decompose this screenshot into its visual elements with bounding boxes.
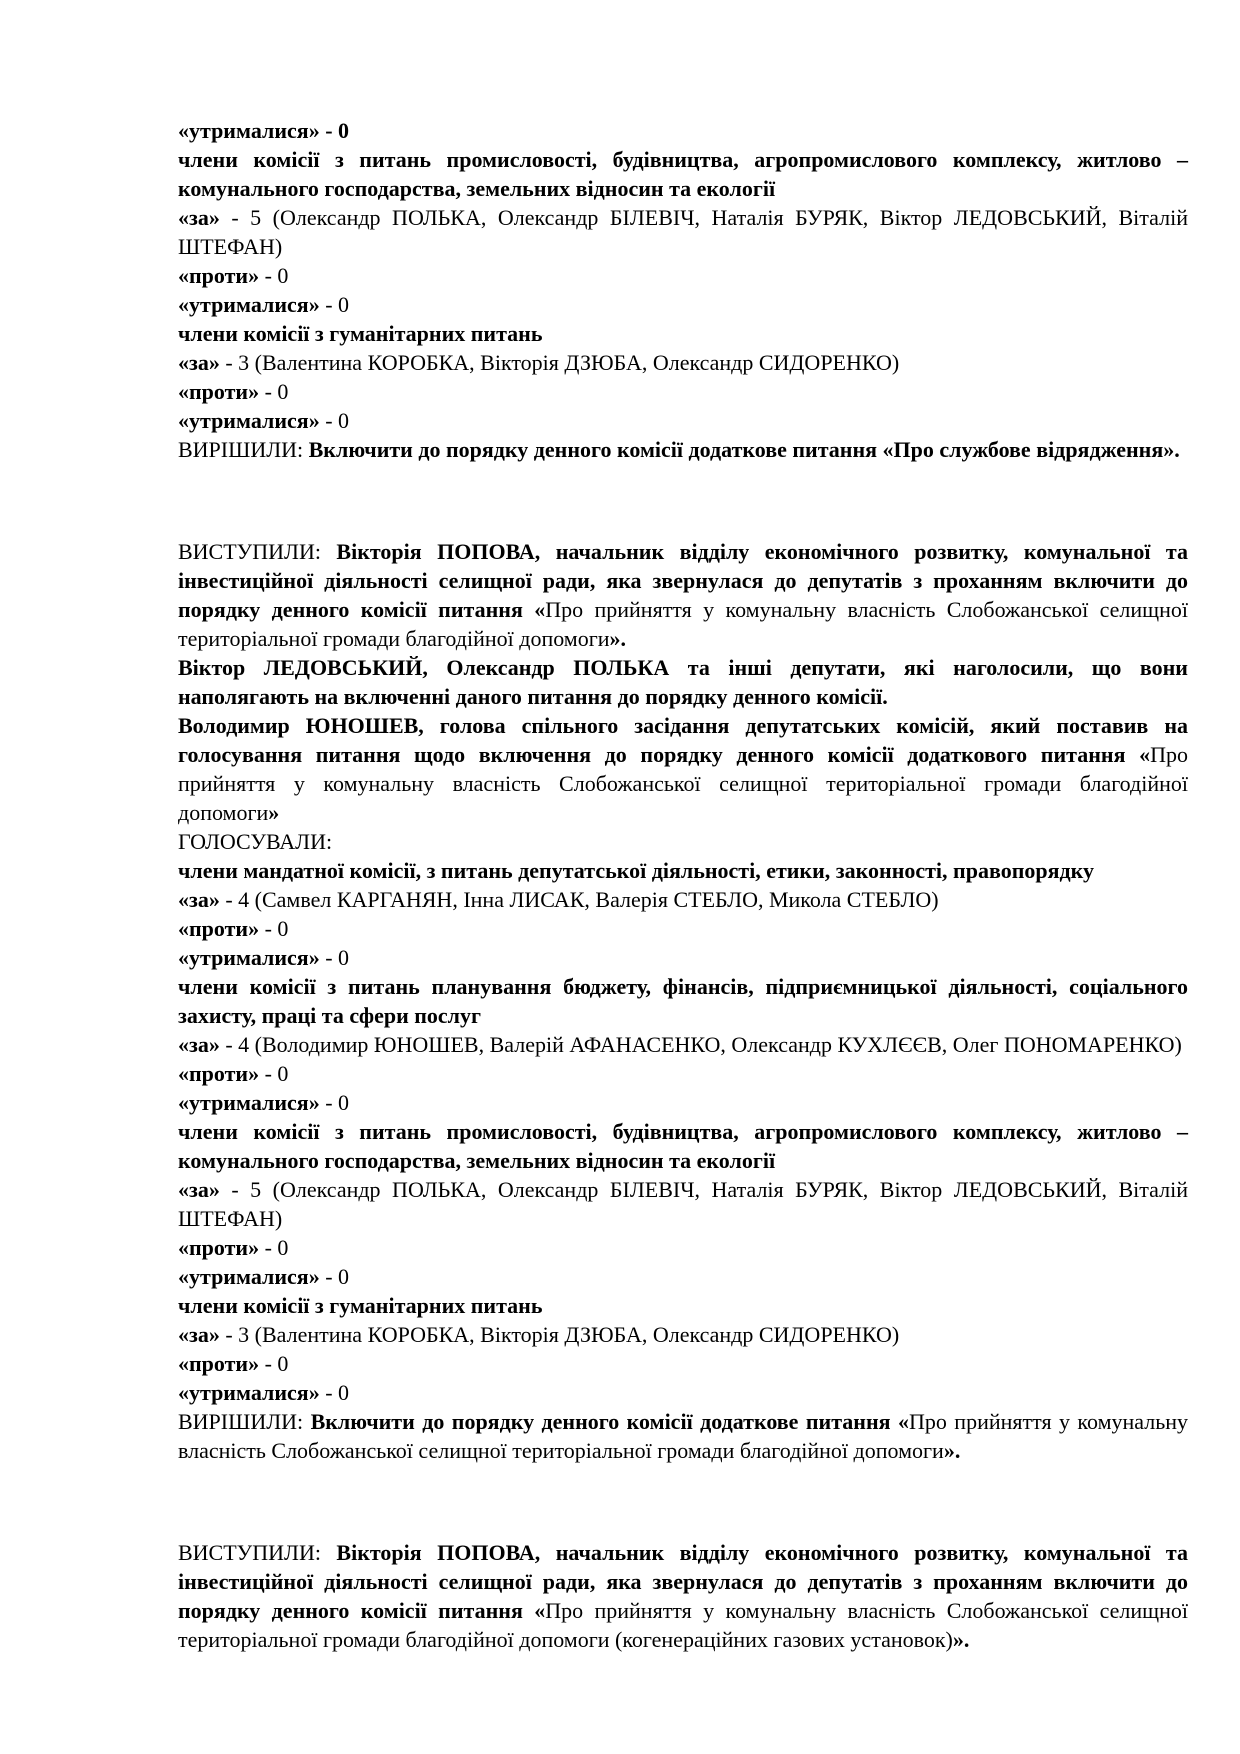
paragraph: члени комісії з питань промисловості, будівництва, агропромислового комплексу, житлово – комунального господарства, земельних відносин та екології [178,147,1188,201]
paragraph: ВИРІШИЛИ: Включити до порядку денного комісії додаткове питання «Про службове відрядження». [178,437,1180,462]
paragraph: «проти» - 0 [178,1061,289,1086]
paragraph: «проти» - 0 [178,1351,289,1376]
paragraph: ВИРІШИЛИ: Включити до порядку денного комісії додаткове питання «Про прийняття у комунальну власність Слобожанської селищної територіальної громади благодійної допомоги». [178,1409,1189,1463]
paragraph-gap [178,486,1188,515]
paragraph: ГОЛОСУВАЛИ: [178,829,333,854]
paragraph: «проти» - 0 [178,263,289,288]
paragraph: члени комісії з гуманітарних питань [178,321,543,346]
paragraph: ВИСТУПИЛИ: Вікторія ПОПОВА, начальник відділу економічного розвитку, комунальної та інвестиційної діяльності селищної ради, яка звернулася до депутатів з проханням включити до порядку денного комісії питання «Про прийняття у комунальну власність Слобожанської селищної територіальної громади благодійної допомоги». [178,539,1188,651]
paragraph: «за» - 5 (Олександр ПОЛЬКА, Олександр БІЛЕВІЧ, Наталія БУРЯК, Віктор ЛЕДОВСЬКИЙ, Віталій ШТЕФАН) [178,205,1188,259]
paragraph: «за» - 3 (Валентина КОРОБКА, Вікторія ДЗЮБА, Олександр СИДОРЕНКО) [178,1322,900,1347]
paragraph: «проти» - 0 [178,1235,289,1260]
paragraph: «за» - 5 (Олександр ПОЛЬКА, Олександр БІЛЕВІЧ, Наталія БУРЯК, Віктор ЛЕДОВСЬКИЙ, Віталій ШТЕФАН) [178,1177,1188,1231]
paragraph: «утрималися» - 0 [178,1380,350,1405]
document-body [178,116,1188,1654]
paragraph: члени комісії з питань планування бюджету, фінансів, підприємницької діяльності, соціального захисту, праці та сфери послуг [178,974,1188,1028]
paragraph: «проти» - 0 [178,379,289,404]
paragraph: члени комісії з питань промисловості, будівництва, агропромислового комплексу, житлово – комунального господарства, земельних відносин та екології [178,1119,1188,1173]
paragraph: «утрималися» - 0 [178,118,350,143]
paragraph: «проти» - 0 [178,916,289,941]
paragraph: Володимир ЮНОШЕВ, голова спільного засідання депутатських комісій, який поставив на голосування питання щодо включення до порядку денного комісії додаткового питання «Про прийняття у комунальну власність Слобожанської селищної територіальної громади благодійної допомоги» [178,713,1188,825]
paragraph: «утрималися» - 0 [178,292,350,317]
paragraph: «утрималися» - 0 [178,945,350,970]
paragraph: «за» - 4 (Володимир ЮНОШЕВ, Валерій АФАНАСЕНКО, Олександр КУХЛЄЄВ, Олег ПОНОМАРЕНКО) [178,1032,1182,1057]
paragraph: «утрималися» - 0 [178,408,350,433]
paragraph: «за» - 4 (Самвел КАРГАНЯН, Інна ЛИСАК, Валерія СТЕБЛО, Микола СТЕБЛО) [178,887,939,912]
paragraph: члени мандатної комісії, з питань депутатської діяльності, етики, законності, правопорядку [178,858,1094,883]
paragraph: «утрималися» - 0 [178,1264,350,1289]
paragraph: «за» - 3 (Валентина КОРОБКА, Вікторія ДЗЮБА, Олександр СИДОРЕНКО) [178,350,900,375]
paragraph: члени комісії з гуманітарних питань [178,1293,543,1318]
paragraph-gap [178,1487,1188,1516]
paragraph: ВИСТУПИЛИ: Вікторія ПОПОВА, начальник відділу економічного розвитку, комунальної та інвестиційної діяльності селищної ради, яка звернулася до депутатів з проханням включити до порядку денного комісії питання «Про прийняття у комунальну власність Слобожанської селищної територіальної громади благодійної допомоги (когенераційних газових установок)». [178,1540,1188,1652]
paragraph: «утрималися» - 0 [178,1090,350,1115]
paragraph: Віктор ЛЕДОВСЬКИЙ, Олександр ПОЛЬКА та інші депутати, які наголосили, що вони наполягають на включенні даного питання до порядку денного комісії. [178,655,1188,709]
